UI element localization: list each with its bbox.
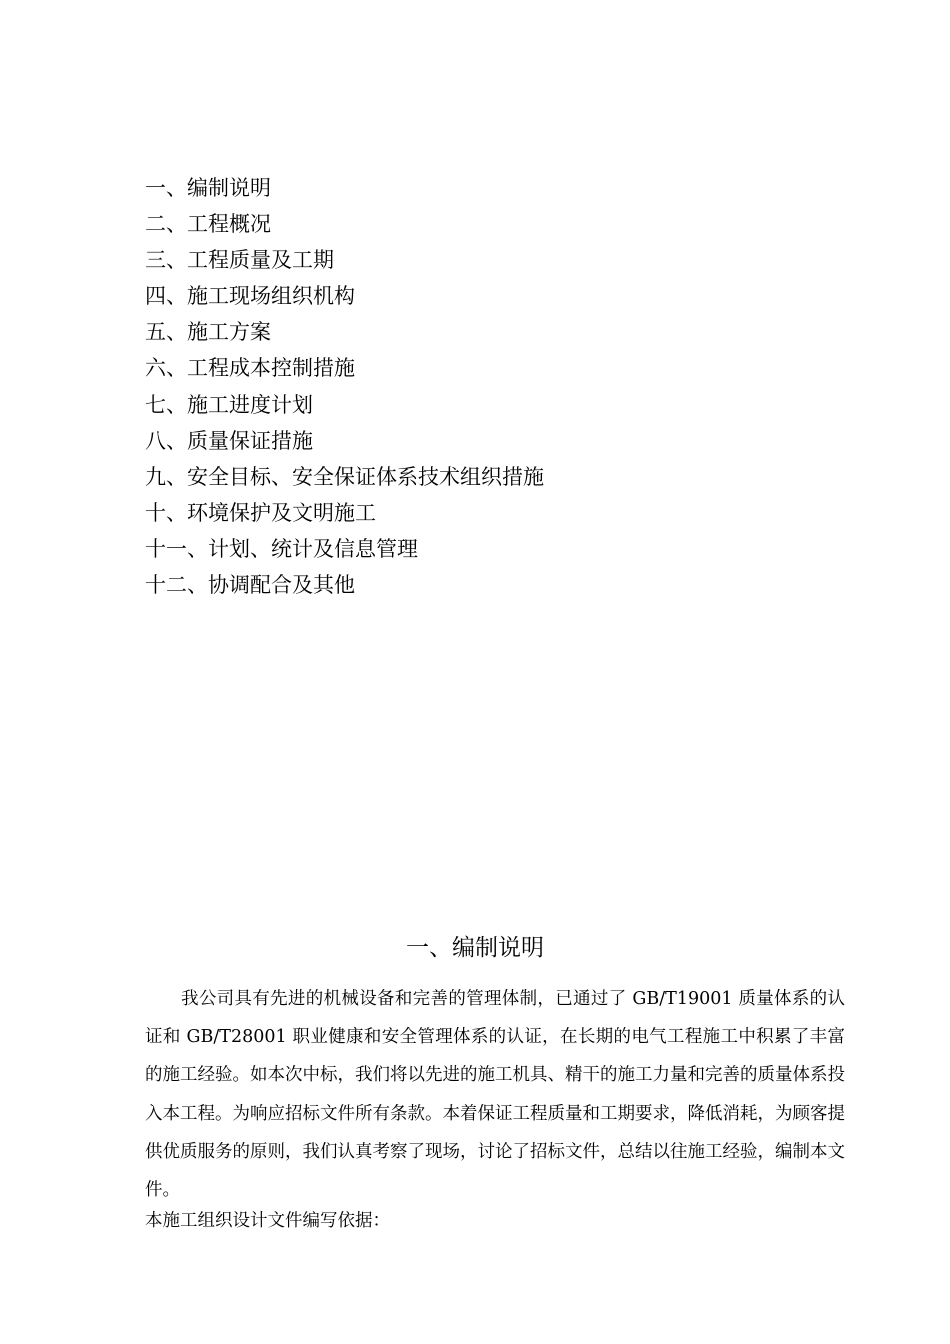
toc-item: 一、编制说明 bbox=[145, 176, 271, 200]
toc-item: 三、工程质量及工期 bbox=[145, 248, 334, 273]
basis-heading: 本施工组织设计文件编写依据： bbox=[145, 1211, 390, 1231]
table-of-contents bbox=[145, 170, 544, 603]
toc-item: 八、质量保证措施 bbox=[145, 428, 313, 453]
toc-item: 六、工程成本控制措施 bbox=[145, 356, 355, 381]
toc-item: 五、施工方案 bbox=[145, 320, 271, 345]
toc-item: 四、施工现场组织机构 bbox=[145, 284, 355, 309]
toc-item: 十二、协调配合及其他 bbox=[145, 573, 355, 598]
intro-paragraph: 我公司具有先进的机械设备和完善的管理体制，已通过了 GB/T19001 质量体系的认证和 GB/T28001 职业健康和安全管理体系的认证，在长期的电气工程施工中积累了丰富的施工经验。如本次中标，我们将以先进的施工机具、精干的施工力量和完善的质量体系投入本工程。为响应招标文件所有条款。本着保证工程质量和工期要求，降低消耗，为顾客提供优质服务的原则，我们认真考察了现场，讨论了招标文件，总结以往施工经验，编制本文件。 bbox=[145, 989, 845, 1201]
toc-item: 十一、计划、统计及信息管理 bbox=[145, 536, 418, 561]
toc-item: 七、施工进度计划 bbox=[145, 392, 313, 417]
toc-item: 十、环境保护及文明施工 bbox=[145, 500, 376, 525]
toc-item: 二、工程概况 bbox=[145, 212, 271, 237]
toc-item: 九、安全目标、安全保证体系技术组织措施 bbox=[145, 464, 544, 489]
section-title: 一、编制说明 bbox=[406, 935, 544, 961]
